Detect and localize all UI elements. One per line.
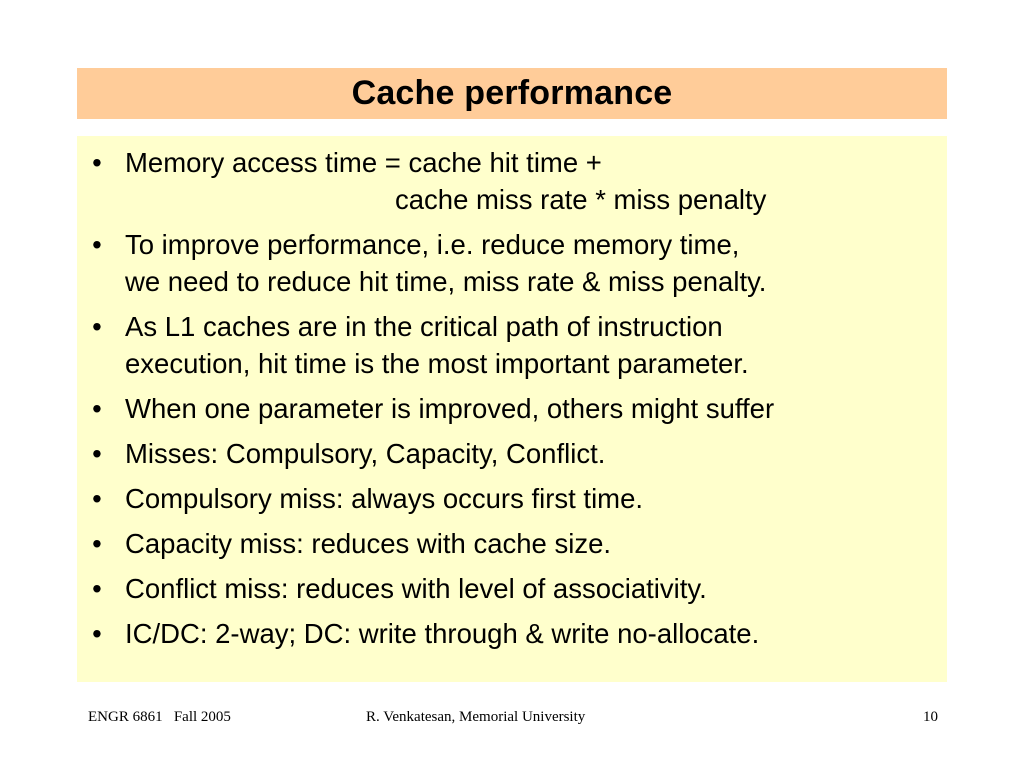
footer-course: ENGR 6861 Fall 2005 <box>88 709 231 725</box>
bullet-text: IC/DC: 2-way; DC: write through & write no-allocate. <box>125 618 760 649</box>
title-bar <box>77 68 947 119</box>
bullet-text: To improve performance, i.e. reduce memory time, <box>125 229 740 260</box>
bullet-item <box>87 615 942 652</box>
bullet-dot-icon: • <box>92 573 102 604</box>
bullet-text: Conflict miss: reduces with level of associativity. <box>125 573 707 604</box>
bullet-text: As L1 caches are in the critical path of instruction <box>125 311 723 342</box>
bullet-dot-icon: • <box>92 393 102 424</box>
slide-title: Cache performance <box>351 74 673 112</box>
bullet-dot-icon: • <box>92 311 102 342</box>
bullet-dot-icon: • <box>92 147 102 178</box>
bullet-item <box>87 525 942 562</box>
footer-page-number: 10 <box>923 709 938 725</box>
bullet-item <box>87 435 942 472</box>
bullet-text: Compulsory miss: always occurs first time. <box>125 483 644 514</box>
bullet-text-continuation: cache miss rate * miss penalty <box>395 184 767 215</box>
bullet-text: When one parameter is improved, others might suffer <box>125 393 775 424</box>
bullet-item <box>87 570 942 607</box>
bullet-list <box>87 144 942 660</box>
footer-author: R. Venkatesan, Memorial University <box>366 709 586 725</box>
bullet-item <box>87 390 942 427</box>
bullet-text: Capacity miss: reduces with cache size. <box>125 528 612 559</box>
bullet-text: Memory access time = cache hit time + <box>125 147 602 178</box>
bullet-item <box>87 226 942 300</box>
content-box <box>77 136 947 682</box>
bullet-dot-icon: • <box>92 438 102 469</box>
bullet-text-continuation: execution, hit time is the most important parameter. <box>125 348 749 379</box>
bullet-dot-icon: • <box>92 618 102 649</box>
bullet-dot-icon: • <box>92 528 102 559</box>
bullet-text-continuation: we need to reduce hit time, miss rate & miss penalty. <box>125 266 767 297</box>
bullet-dot-icon: • <box>92 229 102 260</box>
bullet-item <box>87 480 942 517</box>
bullet-item <box>87 144 942 218</box>
bullet-item <box>87 308 942 382</box>
bullet-text: Misses: Compulsory, Capacity, Conflict. <box>125 438 606 469</box>
bullet-dot-icon: • <box>92 483 102 514</box>
